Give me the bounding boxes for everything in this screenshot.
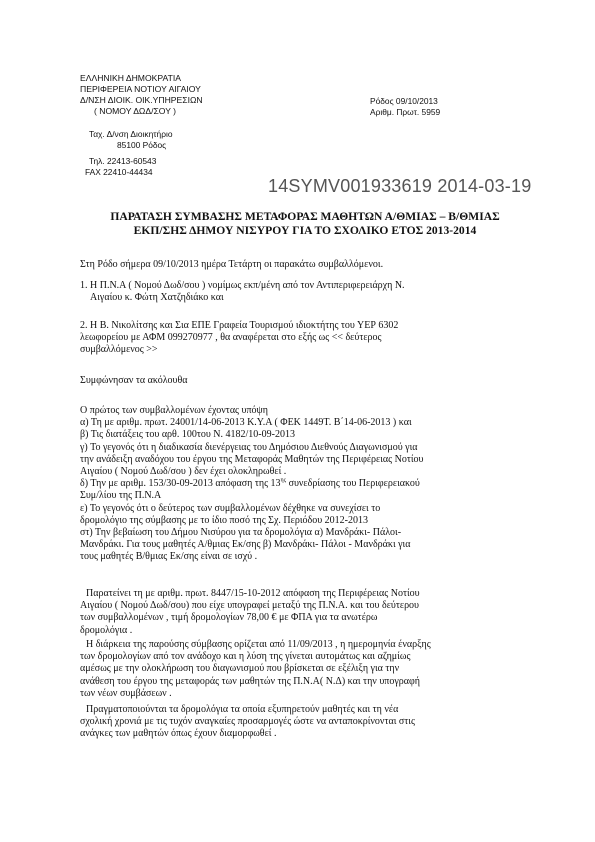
list-item: Συμ/λίου της Π.Ν.Α — [80, 490, 162, 502]
list-item: δρομολόγιο της σύμβασης με το ίδιο ποσό της Σχ. Περιόδου 2012-2013 — [80, 514, 369, 526]
routes-paragraph — [80, 704, 520, 741]
extension-line: Αιγαίου ( Νομού Δωδ/σου) που είχε υπογραφεί μεταξύ της Π.Ν.Α. και του δεύτερου — [80, 600, 420, 612]
title-line: ΠΑΡΑΤΑΣΗ ΣΥΜΒΑΣΗΣ ΜΕΤΑΦΟΡΑΣ ΜΑΘΗΤΩΝ Α/ΘΜΙΑΣ – Β/ΘΜΙΑΣ — [110, 210, 500, 223]
party-one-line: 1. Η Π.Ν.Α ( Νομού Δωδ/σου ) νομίμως εκπ/μένη από τον Αντιπεριφερειάρχη Ν. — [80, 280, 405, 291]
party-two-line: συμβαλλόμενος >> — [80, 344, 158, 356]
place-date: Ρόδος 09/10/2013 — [370, 96, 438, 106]
header-line: ΠΕΡΙΦΕΡΕΙΑ ΝΟΤΙΟΥ ΑΙΓΑΙΟΥ — [80, 84, 201, 94]
date-protocol-block — [370, 96, 440, 118]
list-item: Μανδράκι. Για τους μαθητές Α/θμιας Εκ/σης β) Μανδράκι- Πάλοι - Μανδράκι για — [80, 539, 411, 551]
list-item: Αιγαίου ( Νομού Δωδ/σου ) δεν έχει ολοκληρωθεί . — [80, 466, 287, 478]
party-one-line: Αιγαίου κ. Φώτη Χατζηδιάκο και — [90, 292, 224, 304]
ordinal-suffix: ης — [280, 477, 287, 484]
header-line: ( ΝΟΜΟΥ ΔΩΔ/ΣΟΥ ) — [94, 106, 177, 116]
list-item: β) Τις διατάξεις του αρθ. 100του Ν. 4182/10-09-2013 — [80, 429, 295, 441]
header-line: Δ/ΝΣΗ ΔΙΟΙΚ. ΟΙΚ.ΥΠΗΡΕΣΙΩΝ — [80, 95, 203, 105]
duration-line: των νέων συμβάσεων . — [80, 687, 172, 699]
duration-line: ανάθεση του έργου της μεταφοράς των μαθητών της Π.Ν.Α( Ν.Δ) και την υπογραφή — [80, 675, 420, 687]
document-title — [70, 210, 540, 238]
item-d-text: συνεδρίασης του Περιφερειακού — [286, 478, 420, 490]
item-d-text: δ) Την με αριθμ. 153/30-09-2013 απόφαση της 13 — [80, 478, 281, 490]
address-block — [85, 129, 173, 178]
agreed-text: Συμφώνησαν τα ακόλουθα — [80, 375, 188, 386]
routes-line: σχολική χρονιά με τις τυχόν αναγκαίες προσαρμογές ώστε να ανταποκρίνονται στις — [80, 716, 415, 728]
routes-line: ανάγκες των μαθητών όπως έχουν διαμορφωθεί . — [80, 728, 277, 740]
title-line: ΕΚΠ/ΣΗΣ ΔΗΜΟΥ ΝΙΣΥΡΟΥ ΓΙΑ ΤΟ ΣΧΟΛΙΚΟ ΕΤΟΣ 2013-2014 — [133, 224, 477, 237]
intro-text: Στη Ρόδο σήμερα 09/10/2013 ημέρα Τετάρτη οι παρακάτω συμβαλλόμενοι. — [80, 259, 384, 270]
party-two-line: 2. Η Β. Νικολίτσης και Σια ΕΠΕ Γραφεία Τουρισμού ιδιοκτήτης του ΥΕΡ 6302 — [80, 320, 399, 331]
fax-line: FAX 22410-44434 — [85, 167, 153, 177]
agreement-heading — [80, 375, 520, 387]
list-item: τους μαθητές Β/θμιας Εκ/σης είναι σε ισχύ . — [80, 551, 258, 563]
list-item — [80, 478, 520, 490]
registry-stamp: 14SYMV001933619 2014-03-19 — [268, 176, 532, 196]
address-line: Ταχ. Δ/νση Διοικητήριο — [89, 129, 173, 139]
protocol-number: Αριθμ. Πρωτ. 5959 — [370, 107, 441, 117]
extension-line: δρομολόγια . — [80, 624, 133, 636]
list-item: την ανάδειξη αναδόχου του έργου της Μεταφοράς Μαθητών της Περιφέρειας Νοτίου — [80, 453, 424, 465]
party-one — [80, 280, 520, 304]
extension-paragraph — [80, 588, 520, 637]
extension-line: Παρατείνει τη με αριθμ. πρωτ. 8447/15-10-2012 απόφαση της Περιφέρειας Νοτίου — [86, 588, 420, 599]
extension-line: των συμβαλλομένων , τιμή δρομολογίων 78,00 € με ΦΠΑ για τα ανωτέρω — [80, 612, 378, 624]
duration-line: αμέσως με την ολοκλήρωση του διαγωνισμού που βρίσκεται σε εξέλιξη για την — [80, 663, 400, 675]
list-item: ε) Το γεγονός ότι ο δεύτερος των συμβαλλομένων δέχθηκε να συνεχίσει το — [80, 502, 381, 514]
considerations-intro: Ο πρώτος των συμβαλλομένων έχοντας υπόψη — [80, 405, 269, 416]
routes-line: Πραγματοποιούνται τα δρομολόγια τα οποία εξυπηρετούν μαθητές και τη νέα — [86, 704, 399, 715]
list-item: στ) Την βεβαίωση του Δήμου Νισύρου για τα δρομολόγια α) Μανδράκι- Πάλοι- — [80, 527, 402, 539]
intro-paragraph — [80, 259, 520, 271]
party-two — [80, 320, 520, 357]
address-line: 85100 Ρόδος — [117, 140, 167, 150]
phone-line: Τηλ. 22413-60543 — [89, 156, 157, 166]
party-two-line: λεωφορείου με ΑΦΜ 099270977 , θα αναφέρεται στο εξής ως << δεύτερος — [80, 332, 382, 344]
duration-line: των δρομολογίων από τον ανάδοχο και η λύση της γίνεται αυτομάτως και αζημίως — [80, 651, 411, 663]
list-item: γ) Το γεγονός ότι η διαδικασία διενέργειας του Δημόσιου Διεθνούς Διαγωνισμού για — [80, 441, 418, 453]
issuer-header — [80, 73, 203, 117]
header-line: ΕΛΛΗΝΙΚΗ ΔΗΜΟΚΡΑΤΙΑ — [80, 73, 181, 83]
considerations-list — [80, 405, 520, 564]
duration-line: Η διάρκεια της παρούσης σύμβασης ορίζεται από 11/09/2013 , η ημερομηνία έναρξης — [86, 639, 431, 650]
duration-paragraph — [80, 639, 520, 700]
list-item: α) Τη με αριθμ. πρωτ. 24001/14-06-2013 Κ.Υ.Α ( ΦΕΚ 1449Τ. Β΄14-06-2013 ) και — [80, 417, 412, 429]
